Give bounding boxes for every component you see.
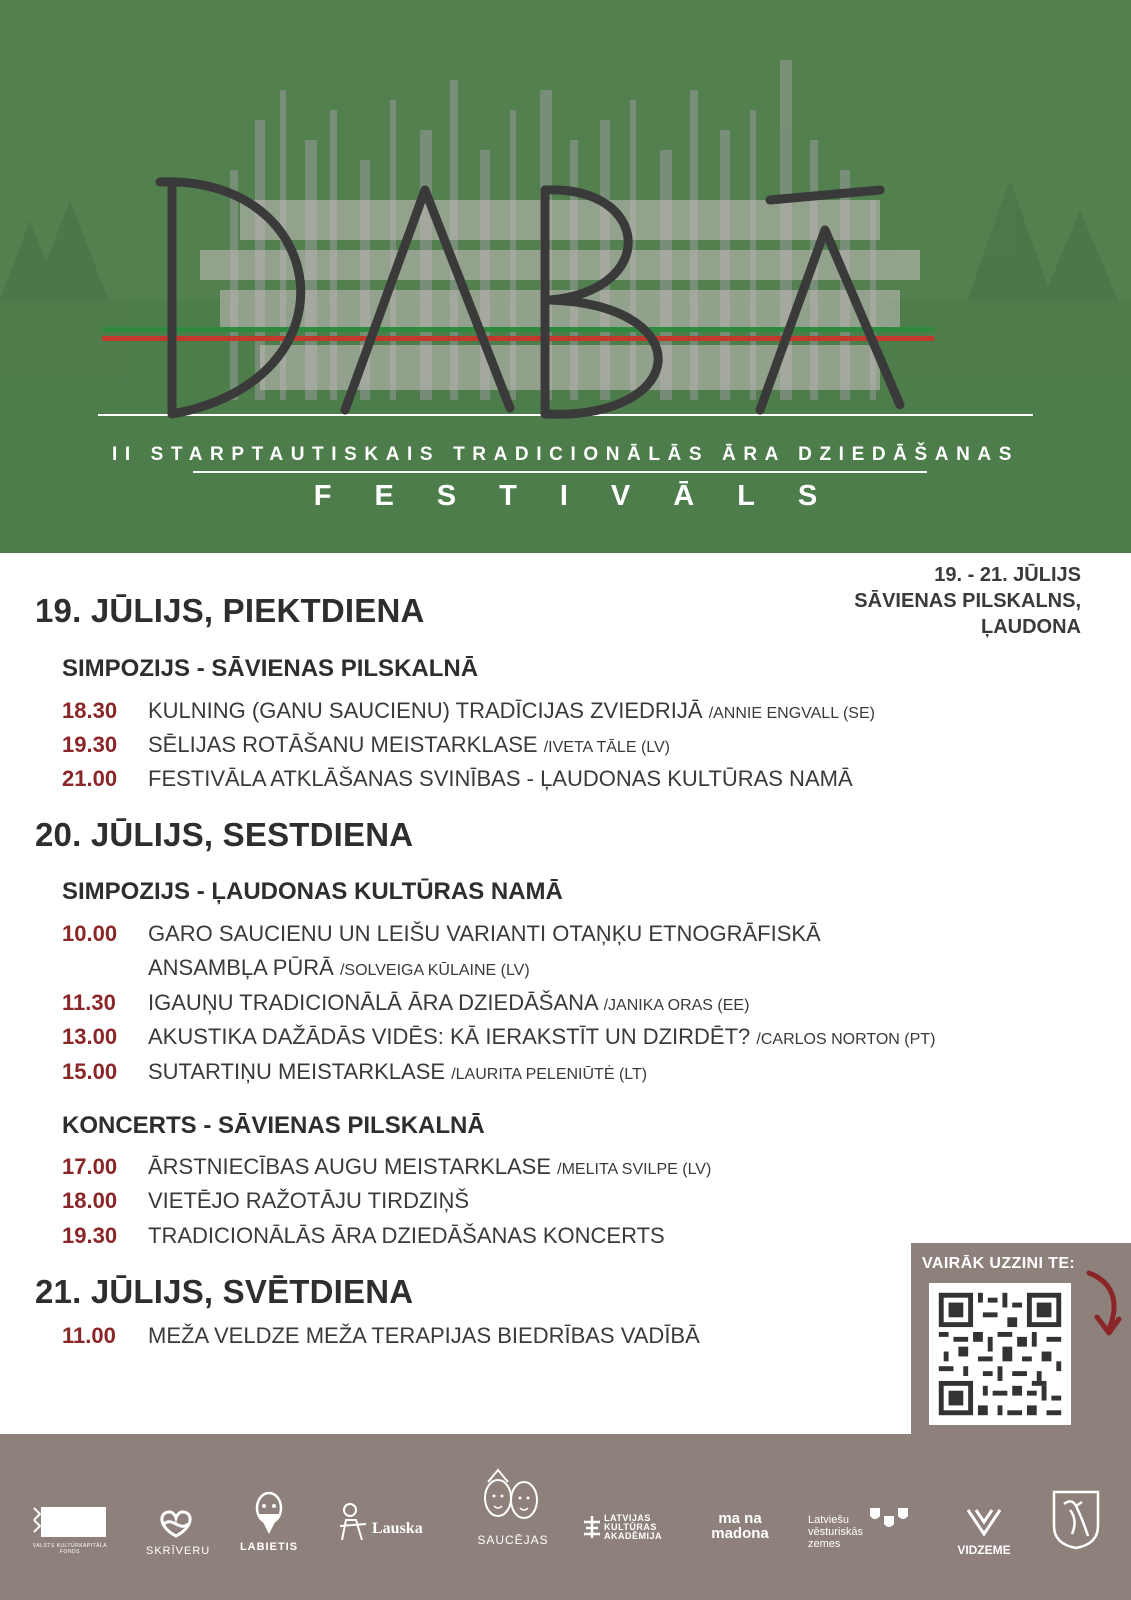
event-time: 11.00: [62, 1323, 116, 1348]
vkkf-logo-icon: [33, 1506, 107, 1538]
event-title: SĒLIJAS ROTĀŠANU MEISTARKLASE: [148, 732, 538, 757]
skriveru-knot-icon: [154, 1506, 198, 1540]
qr-code-icon[interactable]: [929, 1283, 1071, 1425]
event-presenter: /JANIKA ORAS (EE): [603, 997, 750, 1014]
day1-section-title: SIMPOZIJS - SĀVIENAS PILSKALNĀ: [62, 655, 479, 682]
logo-madona: ma na madona: [711, 1510, 769, 1542]
event-title: GARO SAUCIENU UN LEIŠU VARIANTI OTAŅĶU ETNOGRĀFISKĀ: [148, 921, 821, 946]
event-time: 17.00: [62, 1154, 118, 1179]
curved-arrow-icon: [1085, 1269, 1123, 1339]
saucejas-faces-icon: [478, 1468, 548, 1528]
event-title: MEŽA VELDZE MEŽA TERAPIJAS BIEDRĪBAS VADĪBĀ: [148, 1323, 700, 1348]
event-presenter: /CARLOS NORTON (PT): [756, 1031, 936, 1048]
logo-vkkf: VALSTS KULTŪRKAPITĀLA FONDS: [32, 1506, 108, 1555]
qr-label: VAIRĀK UZZINI TE:: [922, 1255, 1076, 1272]
event-title: TRADICIONĀLĀS ĀRA DZIEDĀŠANAS KONCERTS: [148, 1223, 665, 1248]
event-place-line1: SĀVIENAS PILSKALNS,: [854, 590, 1081, 612]
event-title-continued: ANSAMBĻA PŪRĀ: [148, 955, 334, 980]
event-title: ĀRSTNIECĪBAS AUGU MEISTARKLASE: [148, 1154, 552, 1179]
subtitle-divider: [193, 471, 927, 473]
event-time: 15.00: [62, 1059, 118, 1084]
event-time: 19.30: [62, 732, 118, 757]
day3-title: 21. JŪLIJS, SVĒTDIENA: [35, 1273, 414, 1310]
event-presenter: /MELITA SVILPE (LV): [557, 1161, 712, 1178]
event-date-place: [854, 562, 1081, 640]
event-title: SUTARTIŅU MEISTARKLASE: [148, 1059, 446, 1084]
event-title: IGAUŅU TRADICIONĀLĀ ĀRA DZIEDĀŠANA: [148, 990, 598, 1015]
event-presenter: /SOLVEIGA KŪLAINE (LV): [339, 962, 530, 979]
event-title: FESTIVĀLA ATKLĀŠANAS SVINĪBAS - ĻAUDONAS KULTŪRAS NAMĀ: [148, 766, 853, 791]
event-presenter: /LAURITA PELENIŪTĖ (LT): [451, 1066, 648, 1083]
event-time: 13.00: [62, 1024, 118, 1049]
day1-title: 19. JŪLIJS, PIEKTDIENA: [35, 592, 425, 629]
labietis-face-icon: [251, 1490, 287, 1536]
event-presenter: /ANNIE ENGVALL (SE): [708, 705, 875, 722]
lauska-figure-icon: [336, 1502, 370, 1542]
qr-panel: [911, 1243, 1131, 1434]
event-time: 11.30: [62, 990, 116, 1015]
event-time: 21.00: [62, 766, 118, 791]
day2-section2-title: KONCERTS - SĀVIENAS PILSKALNĀ: [62, 1112, 485, 1139]
logo-saucejas: SAUCĒJAS: [468, 1468, 558, 1547]
logo-skriveru: SKRĪVERU: [146, 1506, 206, 1557]
day2-title: 20. JŪLIJS, SESTDIENA: [35, 816, 414, 853]
event-presenter: /IVETA TĀLE (LV): [543, 739, 670, 756]
event-title: VIETĒJO RAŽOTĀJU TIRDZIŅŠ: [148, 1188, 470, 1213]
event-time: 19.30: [62, 1223, 118, 1248]
event-title: KULNING (GANU SAUCIENU) TRADĪCIJAS ZVIEDRIJĀ: [148, 698, 703, 723]
event-title: AKUSTIKA DAŽĀDĀS VIDĒS: KĀ IERAKSTĪT UN DZIRDĒT?: [148, 1024, 751, 1049]
event-time: 10.00: [62, 921, 118, 946]
festival-subtitle: II STARPTAUTISKAIS TRADICIONĀLĀS ĀRA DZIEDĀŠANAS: [111, 444, 1019, 465]
heron-coat-of-arms-icon: [1052, 1490, 1100, 1550]
shields-icon: [868, 1506, 912, 1540]
event-dates: 19. - 21. JŪLIJS: [934, 564, 1081, 586]
logo-labietis: LABIETIS: [236, 1490, 302, 1553]
lka-emblem-icon: [582, 1514, 602, 1540]
event-place-line2: ĻAUDONA: [981, 616, 1081, 638]
event-time: 18.00: [62, 1188, 118, 1213]
logo-coat-of-arms: [1052, 1490, 1100, 1555]
hero-banner: [0, 0, 1131, 553]
vidzeme-emblem-icon: [964, 1506, 1004, 1538]
sponsor-footer: VALSTS KULTŪRKAPITĀLA FONDS SKRĪVERU LABIETIS Lauska SAUCĒJAS LATVIJAS KULTŪRAS AKADĒMIJA ma na madona Latviešu vēsturiskās zemes VIDZEME: [0, 1434, 1131, 1600]
logo-vidzeme: VIDZEME: [948, 1506, 1020, 1557]
festival-word: FESTIVĀLS: [313, 480, 861, 512]
event-time: 18.30: [62, 698, 118, 723]
day2-section1-title: SIMPOZIJS - ĻAUDONAS KULTŪRAS NAMĀ: [62, 878, 563, 905]
